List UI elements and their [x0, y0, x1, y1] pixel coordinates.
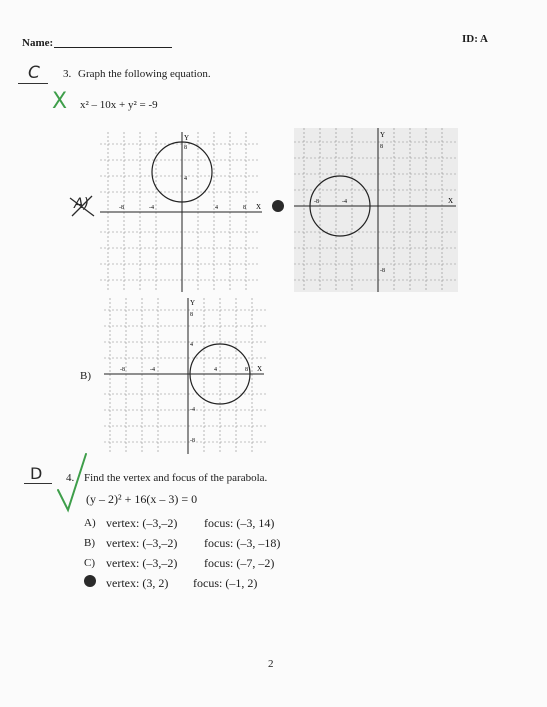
q4-choice-c-focus: focus: (–7, –2) [204, 556, 275, 570]
q4-prompt: Find the vertex and focus of the parabola. [84, 472, 268, 484]
graph-choice-a[interactable] [100, 132, 270, 292]
tick-label: 8 [245, 367, 248, 373]
tick-label: -8 [314, 199, 319, 205]
page-number: 2 [268, 658, 274, 670]
tick-label: -4 [342, 199, 347, 205]
q4-choice-c-vertex: vertex: (–3,–2) [106, 556, 178, 570]
q4-choice-d-vertex: vertex: (3, 2) [106, 576, 169, 590]
q4-choice-a-focus: focus: (–3, 14) [204, 516, 275, 530]
tick-label: 8 [184, 145, 187, 151]
selected-answer-bubble[interactable] [84, 575, 96, 587]
q3-equation: x² – 10x + y² = -9 [80, 99, 158, 111]
graph-grid [104, 298, 266, 454]
q4-equation: (y – 2)² + 16(x – 3) = 0 [86, 492, 198, 506]
tick-label: 8 [243, 205, 246, 211]
q3-answer-line [18, 83, 48, 84]
q3-prompt: Graph the following equation. [78, 68, 211, 80]
graph-choice-selected[interactable] [294, 128, 458, 292]
q4-choice-d-focus: focus: (–1, 2) [193, 576, 258, 590]
name-label: Name: [22, 37, 54, 49]
q4-choice-b-vertex: vertex: (–3,–2) [106, 536, 178, 550]
x-axis-label: X [448, 197, 454, 205]
q4-choice-b-label: B) [84, 537, 95, 549]
q3-number: 3. [63, 68, 72, 80]
choice-b-label: B) [80, 370, 91, 382]
q3-check-mark: X [52, 89, 68, 114]
choice-a-label: A) [74, 196, 90, 212]
tick-label: 8 [190, 312, 193, 318]
x-axis-label: X [256, 203, 262, 211]
y-axis-label: Y [190, 299, 196, 307]
x-axis-label: X [257, 365, 263, 373]
q4-choice-a-label: A) [84, 517, 96, 529]
tick-label: 8 [380, 144, 383, 150]
y-axis-label: Y [380, 131, 386, 139]
tick-label: -8 [120, 367, 125, 373]
tick-label: -8 [190, 438, 195, 444]
q4-choice-b-focus: focus: (–3, –18) [204, 536, 281, 550]
graph-choice-b[interactable] [104, 298, 266, 454]
q4-number: 4. [66, 472, 75, 484]
id-label: ID: A [462, 33, 488, 45]
q4-grade-mark: D [30, 464, 43, 483]
tick-label: 4 [190, 342, 193, 348]
q3-grade-mark: C [28, 63, 40, 83]
tick-label: -8 [119, 205, 124, 211]
y-axis-label: Y [184, 134, 190, 142]
tick-label: -8 [380, 268, 385, 274]
selected-answer-bubble[interactable] [272, 200, 284, 212]
tick-label: 4 [214, 367, 217, 373]
q4-answer-line [24, 483, 52, 484]
tick-label: 4 [215, 205, 218, 211]
tick-label: -4 [149, 205, 154, 211]
tick-label: 4 [184, 176, 187, 182]
strike-mark [66, 192, 100, 222]
q4-choice-a-vertex: vertex: (–3,–2) [106, 516, 178, 530]
name-line[interactable] [54, 47, 172, 48]
q4-choice-c-label: C) [84, 557, 95, 569]
tick-label: -4 [150, 367, 155, 373]
tick-label: -4 [190, 407, 195, 413]
